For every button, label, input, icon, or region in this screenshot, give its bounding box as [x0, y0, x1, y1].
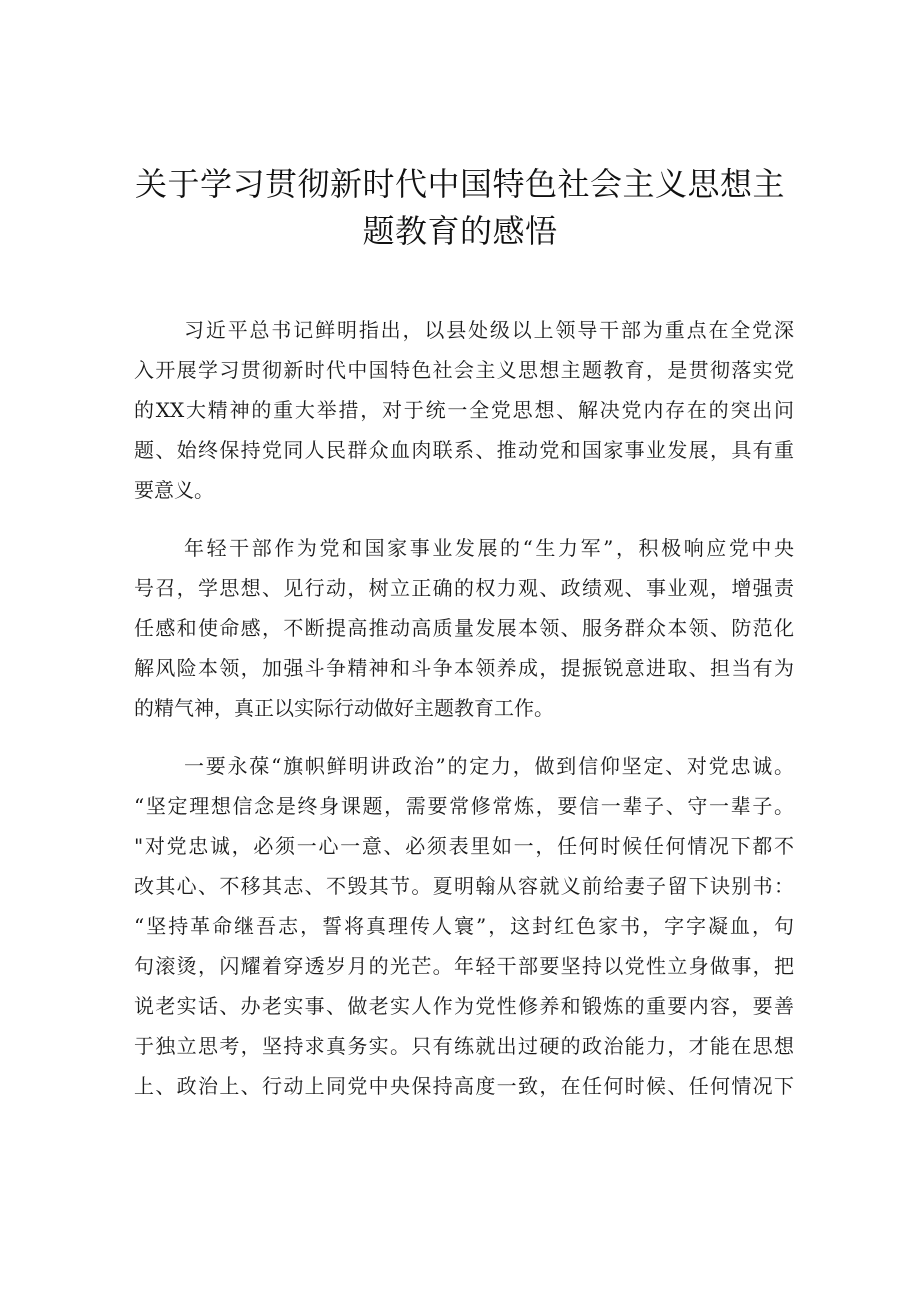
- paragraph-line: 的XX大精神的重大举措，对于统一全党思想、解决党内存在的突出问: [134, 398, 794, 422]
- paragraph-line: 任感和使命感，不断提高推动高质量发展本领、服务群众本领、防范化: [134, 616, 794, 640]
- paragraph-line: 解风险本领，加强斗争精神和斗争本领养成，提振锐意进取、担当有为: [134, 656, 794, 680]
- paragraph-line: 句滚烫，闪耀着穿透岁月的光芒。年轻干部要坚持以党性立身做事，把: [134, 954, 794, 978]
- paragraph-line: 说老实话、办老实事、做老实人作为党性修养和锻炼的重要内容，要善: [134, 994, 794, 1018]
- paragraph-line: "对党忠诚，必须一心一意、必须表里如一，任何时候任何情况下都不: [134, 834, 794, 858]
- paragraph-line: 号召，学思想、见行动，树立正确的权力观、政绩观、事业观，增强责: [134, 576, 794, 600]
- paragraph-line: 一要永葆“旗帜鲜明讲政治”的定力，做到信仰坚定、对党忠诚。: [184, 754, 794, 778]
- paragraph-line: “坚定理想信念是终身课题，需要常修常炼，要信一辈子、守一辈子。: [134, 794, 794, 818]
- paragraph-line: 入开展学习贯彻新时代中国特色社会主义思想主题教育，是贯彻落实党: [134, 358, 794, 382]
- paragraph-line: 的精气神，真正以实际行动做好主题教育工作。: [134, 696, 554, 720]
- paragraph-line: 要意义。: [134, 478, 214, 502]
- paragraph-line: 题、始终保持党同人民群众血肉联系、推动党和国家事业发展，具有重: [134, 438, 794, 462]
- paragraph-line: 习近平总书记鲜明指出，以县处级以上领导干部为重点在全党深: [184, 318, 794, 342]
- paragraph-line: 改其心、不移其志、不毁其节。夏明翰从容就义前给妻子留下诀别书：: [134, 874, 794, 898]
- paragraph-line: 上、政治上、行动上同党中央保持高度一致，在任何时候、任何情况下: [134, 1074, 794, 1098]
- document-title-line-2: 题教育的感悟: [362, 212, 558, 250]
- paragraph-line: 于独立思考，坚持求真务实。只有练就出过硬的政治能力，才能在思想: [134, 1034, 794, 1058]
- paragraph-line: 年轻干部作为党和国家事业发展的“生力军”，积极响应党中央: [184, 536, 794, 560]
- paragraph-line: “坚持革命继吾志，誓将真理传人寰”，这封红色家书，字字凝血，句: [134, 914, 794, 938]
- document-title-line-1: 关于学习贯彻新时代中国特色社会主义思想主: [134, 165, 785, 203]
